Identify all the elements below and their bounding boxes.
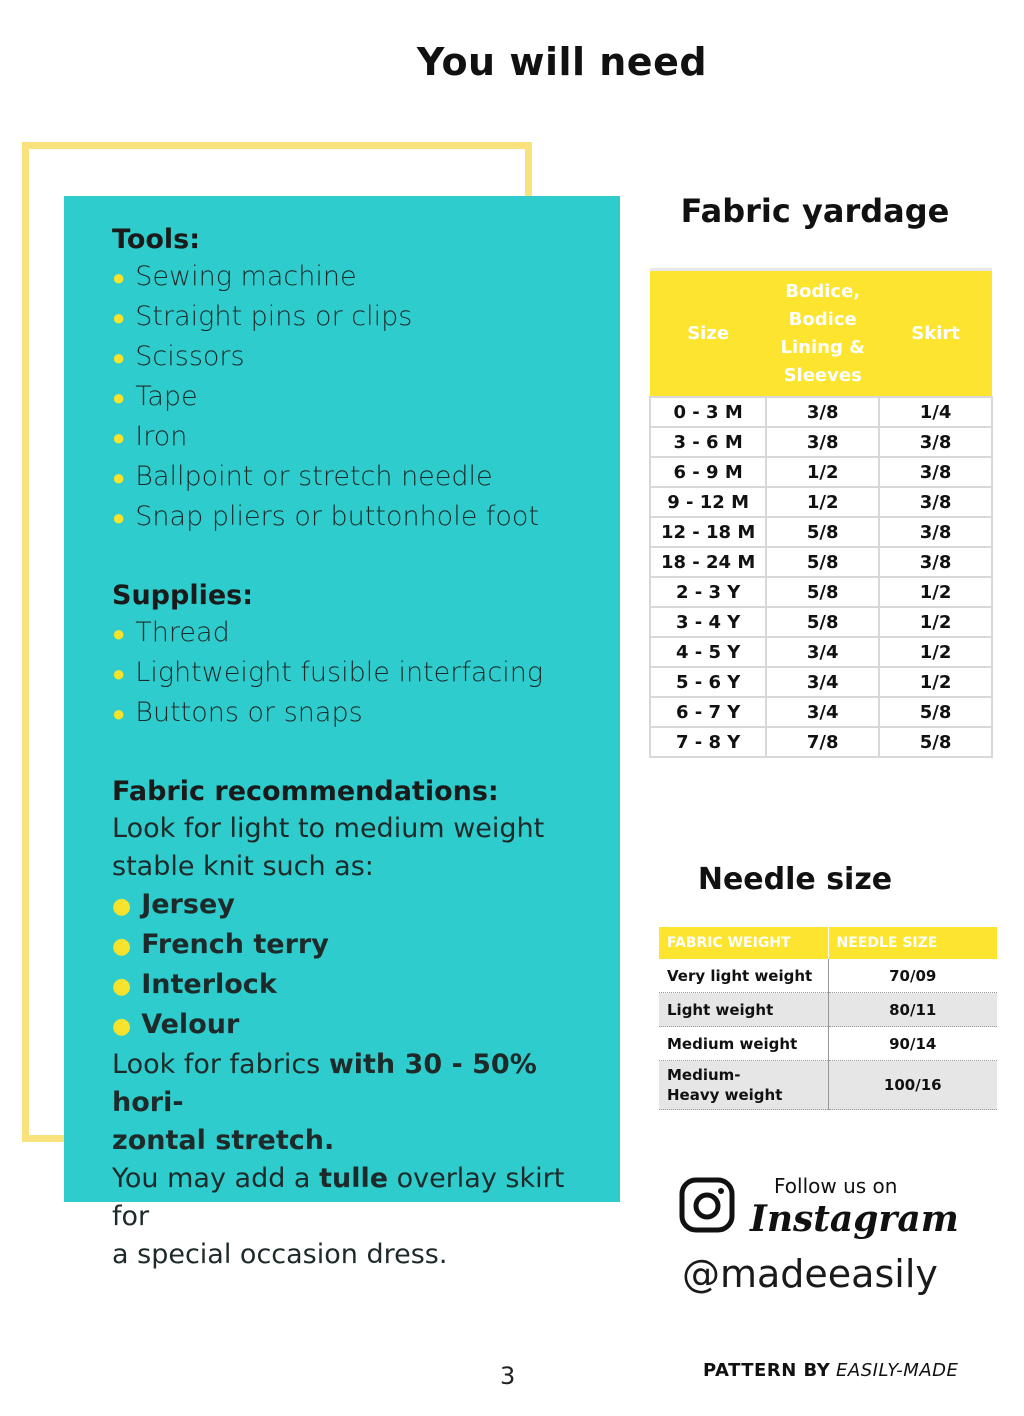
list-item: ● Tape xyxy=(112,381,198,412)
page-number: 3 xyxy=(500,1362,516,1390)
fabric-list xyxy=(112,886,600,1046)
bullet-icon: ● xyxy=(112,1014,132,1039)
column-header-skirt: Skirt xyxy=(879,270,992,398)
bullet-icon: ● xyxy=(112,506,126,531)
column-header-fabric-weight: FABRIC WEIGHT xyxy=(659,927,828,959)
instagram-wordmark: Instagram xyxy=(750,1198,959,1240)
bullet-icon: ● xyxy=(112,306,126,331)
list-item: ● Lightweight fusible interfacing xyxy=(112,657,544,688)
table-row: Medium weight 90/14 xyxy=(659,1027,997,1061)
fabric-heading: Fabric recommendations: xyxy=(112,776,499,807)
instagram-follow[interactable] xyxy=(676,1172,959,1302)
bullet-icon: ● xyxy=(112,622,126,647)
list-item: ● Straight pins or clips xyxy=(112,301,413,332)
table-row: 2 - 3 Y 5/8 1/2 xyxy=(650,577,992,607)
tulle-note: You may add a tulle overlay skirt for xyxy=(112,1163,565,1232)
table-row: 3 - 6 M 3/8 3/8 xyxy=(650,427,992,457)
table-row: 7 - 8 Y 7/8 5/8 xyxy=(650,727,992,757)
stretch-note: Look for fabrics with 30 - 50% hori- xyxy=(112,1049,537,1118)
bullet-icon: ● xyxy=(112,894,132,919)
requirements-panel xyxy=(64,196,620,1270)
yardage-table xyxy=(649,268,993,758)
bullet-icon: ● xyxy=(112,934,132,959)
table-row: 12 - 18 M 5/8 3/8 xyxy=(650,517,992,547)
supplies-list xyxy=(112,614,600,734)
follow-text: Follow us on xyxy=(774,1174,898,1198)
bullet-icon: ● xyxy=(112,662,126,687)
footer-credit: PATTERN BY EASILY-MADE xyxy=(703,1360,959,1381)
column-header-size: Size xyxy=(650,270,766,398)
table-row: 9 - 12 M 1/2 3/8 xyxy=(650,487,992,517)
table-row: Very light weight 70/09 xyxy=(659,959,997,993)
bullet-icon: ● xyxy=(112,346,126,371)
list-item: ● Iron xyxy=(112,421,188,452)
table-header-row xyxy=(650,270,992,398)
stretch-note-cont: zontal stretch. xyxy=(112,1125,335,1156)
bullet-icon: ● xyxy=(112,386,126,411)
list-item: ● Ballpoint or stretch needle xyxy=(112,461,493,492)
list-item: ● Thread xyxy=(112,617,230,648)
list-item: ● Sewing machine xyxy=(112,261,357,292)
column-header-needle-size: NEEDLE SIZE xyxy=(828,927,997,959)
bullet-icon: ● xyxy=(112,702,126,727)
tools-heading: Tools: xyxy=(112,224,201,255)
table-row: 0 - 3 M 3/8 1/4 xyxy=(650,397,992,427)
list-item: ● Jersey xyxy=(112,889,235,920)
instagram-icon xyxy=(679,1177,735,1233)
table-row: 18 - 24 M 5/8 3/8 xyxy=(650,547,992,577)
bullet-icon: ● xyxy=(112,466,126,491)
list-item: ● French terry xyxy=(112,929,329,960)
table-header-row xyxy=(659,927,997,959)
bullet-icon: ● xyxy=(112,426,126,451)
needle-size-title: Needle size xyxy=(697,862,893,897)
page-title: You will need xyxy=(416,40,708,84)
needle-size-table xyxy=(659,927,997,1110)
list-item: ● Snap pliers or buttonhole foot xyxy=(112,501,540,532)
list-item: ● Buttons or snaps xyxy=(112,697,363,728)
column-header-bodice: Bodice, Bodice Lining & Sleeves xyxy=(766,270,879,398)
list-item: ● Velour xyxy=(112,1009,240,1040)
table-row: 5 - 6 Y 3/4 1/2 xyxy=(650,667,992,697)
table-row: 3 - 4 Y 5/8 1/2 xyxy=(650,607,992,637)
tools-list xyxy=(112,258,600,538)
yardage-title: Fabric yardage xyxy=(680,192,950,230)
fabric-intro-line-1: Look for light to medium weight xyxy=(112,813,545,844)
table-row: Light weight 80/11 xyxy=(659,993,997,1027)
table-row: 4 - 5 Y 3/4 1/2 xyxy=(650,637,992,667)
list-item: ● Scissors xyxy=(112,341,245,372)
bullet-icon: ● xyxy=(112,266,126,291)
table-row: Medium- Heavy weight 100/16 xyxy=(659,1061,997,1110)
tulle-note-cont: a special occasion dress. xyxy=(112,1239,448,1270)
supplies-heading: Supplies: xyxy=(112,580,254,611)
table-row: 6 - 9 M 1/2 3/8 xyxy=(650,457,992,487)
table-row: 6 - 7 Y 3/4 5/8 xyxy=(650,697,992,727)
bullet-icon: ● xyxy=(112,974,132,999)
instagram-handle[interactable]: @madeeasily xyxy=(682,1252,938,1296)
fabric-intro-line-2: stable knit such as: xyxy=(112,851,374,882)
list-item: ● Interlock xyxy=(112,969,277,1000)
